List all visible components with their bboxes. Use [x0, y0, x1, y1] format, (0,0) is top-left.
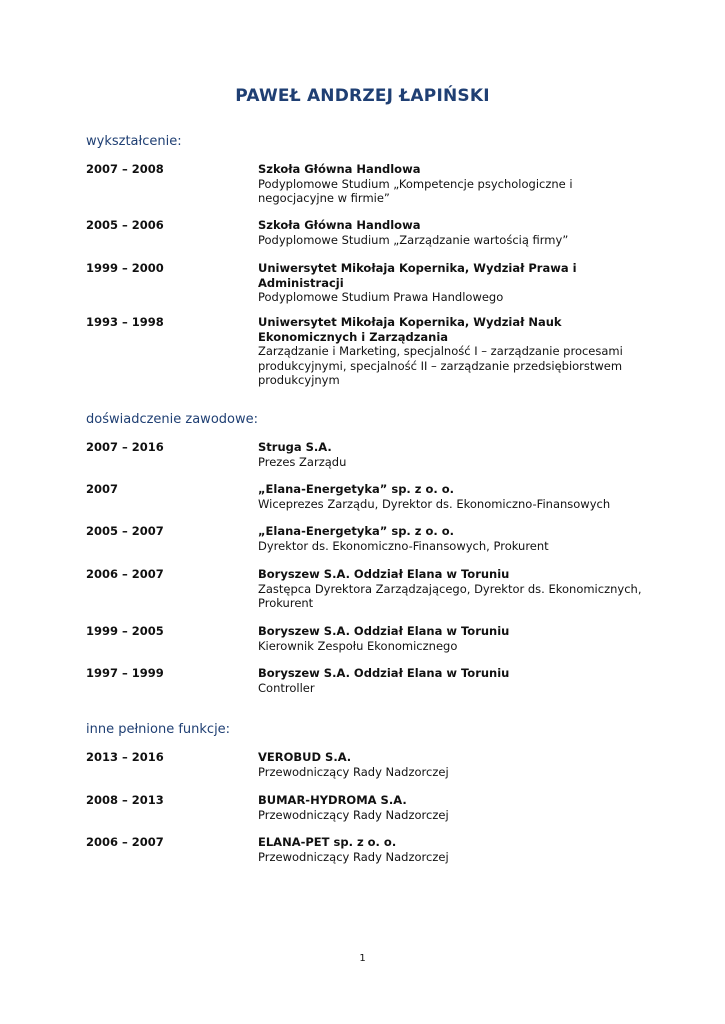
entry-description: Zarządzanie i Marketing, specjalność I – zarządzanie procesami produkcyjnymi, specjalność II – zarządzanie przedsiębiorstwem produkcyjnym: [258, 344, 623, 387]
entry-body: [258, 218, 650, 247]
entry-description: Controller: [258, 680, 315, 695]
entry-description: Podyplomowe Studium „Zarządzanie wartością firmy”: [258, 232, 569, 247]
entry-description: Prezes Zarządu: [258, 454, 347, 469]
page-title: PAWEŁ ANDRZEJ ŁAPIŃSKI: [235, 86, 490, 106]
entry-body: [258, 261, 650, 305]
entry-organization: Szkoła Główna Handlowa: [258, 162, 421, 176]
entry-body: [258, 750, 650, 779]
entry-date: 2008 – 2013: [86, 793, 164, 807]
entry-organization: „Elana-Energetyka” sp. z o. o.: [258, 482, 455, 496]
entry-body: [258, 567, 650, 611]
section-heading-other-functions: inne pełnione funkcje:: [86, 722, 231, 737]
entry-description: Wiceprezes Zarządu, Dyrektor ds. Ekonomiczno-Finansowych: [258, 496, 611, 511]
entry-body: [258, 666, 650, 695]
entry-organization: BUMAR-HYDROMA S.A.: [258, 793, 407, 807]
entry-description: Podyplomowe Studium Prawa Handlowego: [258, 290, 504, 304]
entry-body: [258, 162, 650, 206]
entry-organization: Boryszew S.A. Oddział Elana w Toruniu: [258, 624, 510, 638]
entry-date: 2007 – 2016: [86, 440, 164, 454]
entry-organization: Uniwersytet Mikołaja Kopernika, Wydział Nauk Ekonomicznych i Zarządzania: [258, 315, 562, 344]
entry-body: [258, 315, 650, 388]
entry-date: 1999 – 2005: [86, 624, 164, 638]
entry-date: 2013 – 2016: [86, 750, 164, 764]
entry-body: [258, 440, 650, 469]
entry-body: [258, 624, 650, 653]
entry-organization: Uniwersytet Mikołaja Kopernika, Wydział Prawa i Administracji: [258, 261, 577, 290]
entry-description: Przewodniczący Rady Nadzorczej: [258, 849, 449, 864]
entry-date: 2007: [86, 482, 119, 496]
entry-date: 2006 – 2007: [86, 835, 164, 849]
entry-organization: Struga S.A.: [258, 440, 332, 454]
entry-organization: Szkoła Główna Handlowa: [258, 218, 421, 232]
entry-description: Przewodniczący Rady Nadzorczej: [258, 764, 449, 779]
entry-date: 2005 – 2007: [86, 524, 164, 538]
section-heading-education: wykształcenie:: [86, 134, 182, 149]
entry-date: 1999 – 2000: [86, 261, 164, 275]
entry-organization: „Elana-Energetyka” sp. z o. o.: [258, 524, 455, 538]
entry-body: [258, 482, 650, 511]
entry-body: [258, 524, 650, 553]
entry-description: Podyplomowe Studium „Kompetencje psychologiczne i negocjacyjne w firmie”: [258, 176, 573, 205]
entry-organization: ELANA-PET sp. z o. o.: [258, 835, 397, 849]
entry-description: Przewodniczący Rady Nadzorczej: [258, 807, 449, 822]
entry-organization: VEROBUD S.A.: [258, 750, 352, 764]
entry-body: [258, 793, 650, 822]
entry-date: 2005 – 2006: [86, 218, 164, 232]
entry-date: 2006 – 2007: [86, 567, 164, 581]
entry-date: 2007 – 2008: [86, 162, 164, 176]
entry-date: 1997 – 1999: [86, 666, 164, 680]
entry-date: 1993 – 1998: [86, 315, 164, 329]
entry-organization: Boryszew S.A. Oddział Elana w Toruniu: [258, 666, 510, 680]
entry-description: Zastępca Dyrektora Zarządzającego, Dyrektor ds. Ekonomicznych, Prokurent: [258, 581, 642, 610]
page-number: 1: [359, 953, 366, 964]
section-heading-experience: doświadczenie zawodowe:: [86, 412, 258, 427]
entry-organization: Boryszew S.A. Oddział Elana w Toruniu: [258, 567, 510, 581]
entry-description: Kierownik Zespołu Ekonomicznego: [258, 638, 458, 653]
entry-description: Dyrektor ds. Ekonomiczno-Finansowych, Prokurent: [258, 538, 549, 553]
entry-body: [258, 835, 650, 864]
